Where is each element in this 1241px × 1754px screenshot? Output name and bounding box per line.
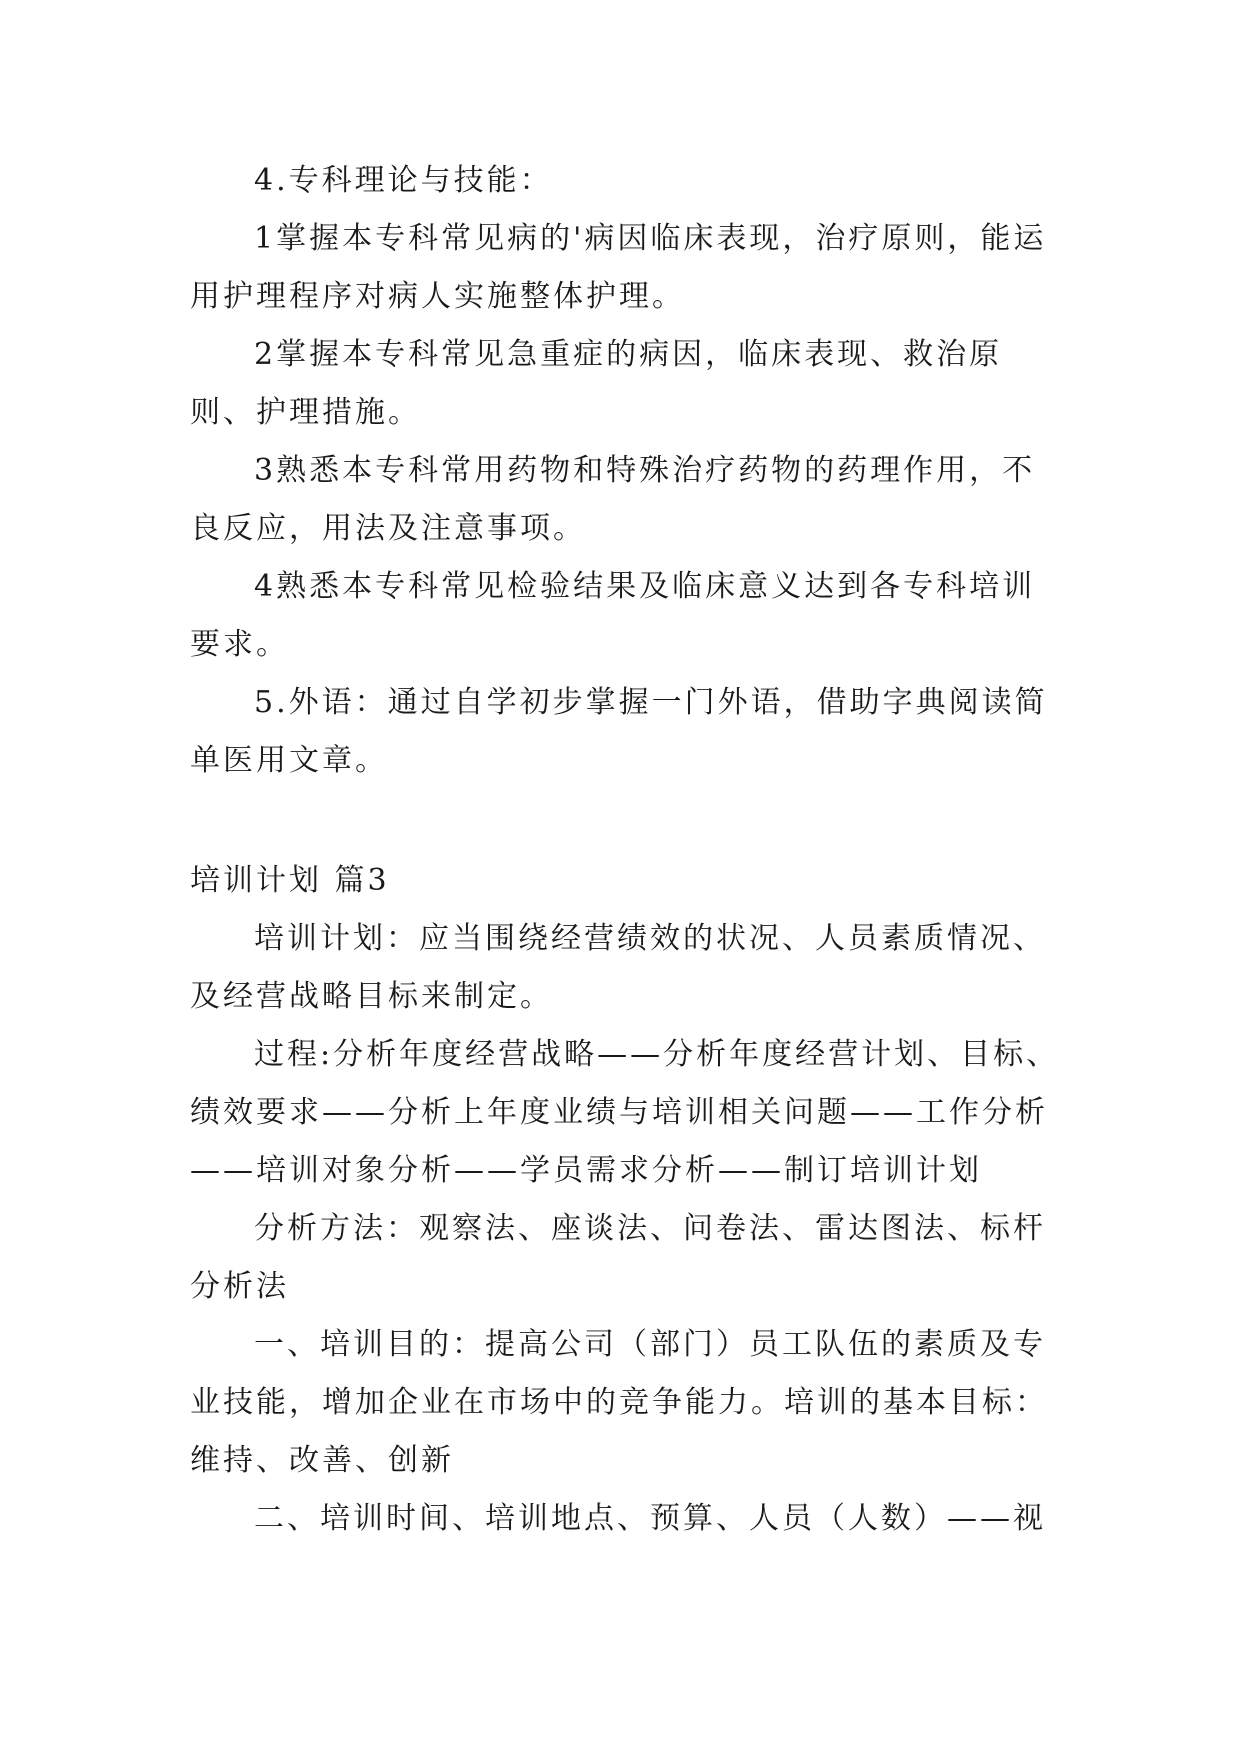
- process-paragraph: 过程:分析年度经营战略——分析年度经营计划、目标、绩效要求——分析上年度业绩与培训相关问题——工作分析——培训对象分析——学员需求分析——制订培训计划: [190, 1037, 1060, 1188]
- section-heading: 培训计划 篇3: [190, 863, 390, 898]
- time-paragraph: 二、培训时间、培训地点、预算、人员（人数）——视: [254, 1501, 1046, 1536]
- methods-paragraph: 分析方法：观察法、座谈法、问卷法、雷达图法、标杆分析法: [190, 1211, 1046, 1304]
- item4-title: 4.专科理论与技能：: [254, 163, 553, 198]
- paragraph-2: 2掌握本专科常见急重症的病因，临床表现、救治原则、护理措施。: [190, 337, 1003, 430]
- intro-paragraph: 培训计划：应当围绕经营绩效的状况、人员素质情况、及经营战略目标来制定。: [190, 921, 1046, 1014]
- paragraph-3: 3熟悉本专科常用药物和特殊治疗药物的药理作用，不良反应，用法及注意事项。: [190, 453, 1036, 546]
- paragraph-1: 1掌握本专科常见病的'病因临床表现，治疗原则，能运用护理程序对病人实施整体护理。: [190, 221, 1047, 314]
- paragraph-4: 4熟悉本专科常见检验结果及临床意义达到各专科培训要求。: [190, 569, 1036, 662]
- goal-paragraph: 一、培训目的：提高公司（部门）员工队伍的素质及专业技能，增加企业在市场中的竞争能力。培训的基本目标：维持、改善、创新: [190, 1327, 1048, 1478]
- item5-paragraph: 5.外语：通过自学初步掌握一门外语，借助字典阅读简单医用文章。: [190, 685, 1048, 778]
